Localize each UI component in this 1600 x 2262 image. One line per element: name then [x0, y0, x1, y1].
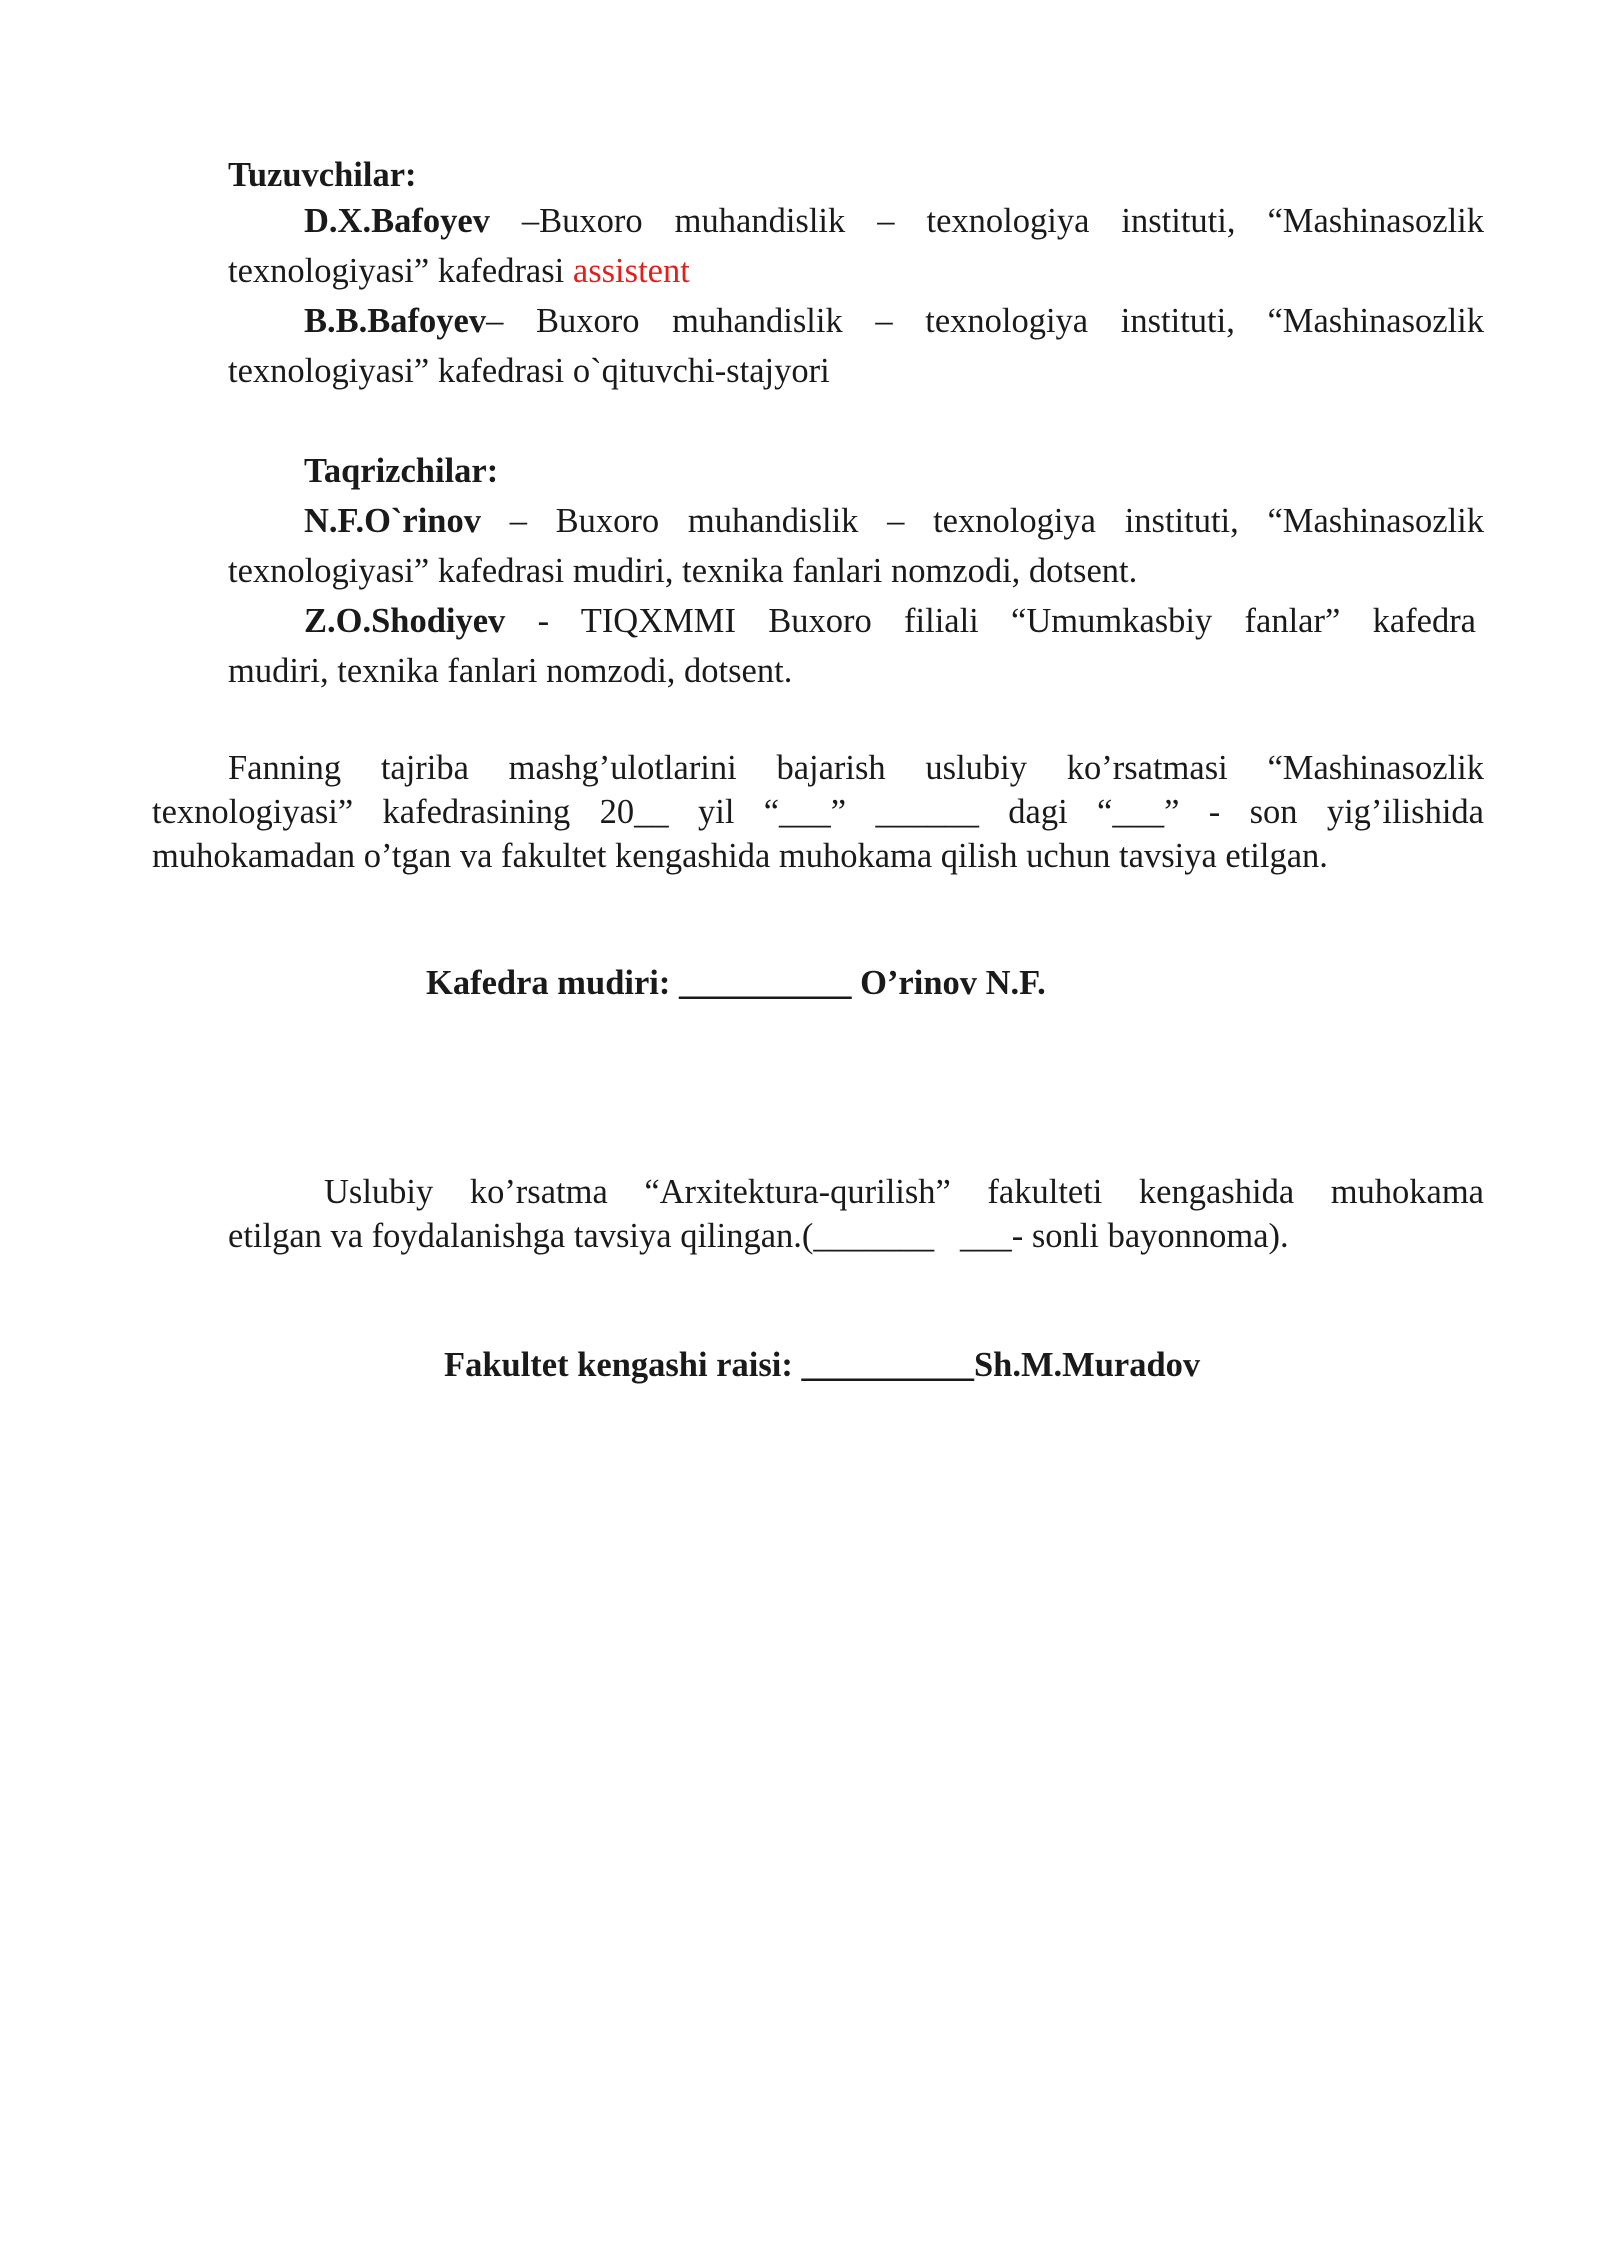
- author-entry-line1: [228, 196, 1484, 246]
- reviewer-affiliation: - TIQXMMI Buxoro filiali “Umumkasbiy fanlar” kafedra: [505, 602, 1476, 640]
- author-affiliation: – Buxoro muhandislik – texnologiya instituti, “Mashinasozlik: [486, 302, 1484, 340]
- author-name: B.B.Bafoyev: [304, 302, 487, 340]
- author-entry-line2: [228, 246, 1484, 296]
- reviewers-heading: Taqrizchilar:: [304, 452, 499, 490]
- reviewer-name: Z.O.Shodiyev: [304, 602, 506, 640]
- author-affiliation: –Buxoro muhandislik – texnologiya instituti, “Mashinasozlik: [489, 202, 1484, 240]
- approval-line: Fanning tajriba mashg’ulotlarini bajarish uslubiy ko’rsatmasi “Mashinasozlik: [228, 749, 1484, 787]
- faculty-line: etilgan va foydalanishga tavsiya qilingan.(_______ ___- sonli bayonnoma).: [228, 1217, 1289, 1255]
- faculty-paragraph: [228, 1170, 1484, 1258]
- reviewer-entry-line2: mudiri, texnika fanlari nomzodi, dotsent.: [228, 652, 793, 690]
- authors-heading: Tuzuvchilar:: [228, 156, 417, 194]
- signature-blank: __________: [801, 1346, 974, 1384]
- reviewer-affiliation: – Buxoro muhandislik – texnologiya instituti, “Mashinasozlik: [480, 502, 1484, 540]
- approval-line: texnologiyasi” kafedrasining 20__ yil “___” ______ dagi “___” - son yig’ilishida: [152, 793, 1484, 831]
- author-role: assistent: [572, 252, 690, 290]
- author-entry: [228, 196, 1484, 296]
- author-department: texnologiyasi” kafedrasi: [228, 252, 573, 290]
- author-name: D.X.Bafoyev: [304, 202, 490, 240]
- author-entry-line2: texnologiyasi” kafedrasi o`qituvchi-stajyori: [228, 352, 830, 390]
- approval-line: muhokamadan o’tgan va fakultet kengashida muhokama qilish uchun tavsiya etilgan.: [152, 837, 1328, 875]
- signature-label: Fakultet kengashi raisi:: [444, 1346, 802, 1384]
- reviewer-entry: [228, 596, 1476, 696]
- reviewer-name: N.F.O`rinov: [304, 502, 481, 540]
- approval-paragraph: [152, 746, 1484, 878]
- signature-name: O’rinov N.F.: [851, 964, 1046, 1002]
- signature-blank: __________: [678, 964, 852, 1002]
- reviewer-entry: [228, 496, 1484, 596]
- signature-name: Sh.M.Muradov: [973, 1346, 1201, 1384]
- council-chair-signature: [444, 1340, 1200, 1390]
- signature-label: Kafedra mudiri:: [426, 964, 679, 1002]
- author-entry: [228, 296, 1484, 396]
- faculty-line: Uslubiy ko’rsatma “Arxitektura-qurilish” fakulteti kengashida muhokama: [324, 1173, 1484, 1211]
- department-head-signature: [426, 958, 1046, 1008]
- reviewer-entry-line1: [228, 496, 1484, 546]
- reviewer-entry-line1: [228, 596, 1476, 646]
- reviewer-entry-line2: texnologiyasi” kafedrasi mudiri, texnika fanlari nomzodi, dotsent.: [228, 552, 1138, 590]
- author-entry-line1: [228, 296, 1484, 346]
